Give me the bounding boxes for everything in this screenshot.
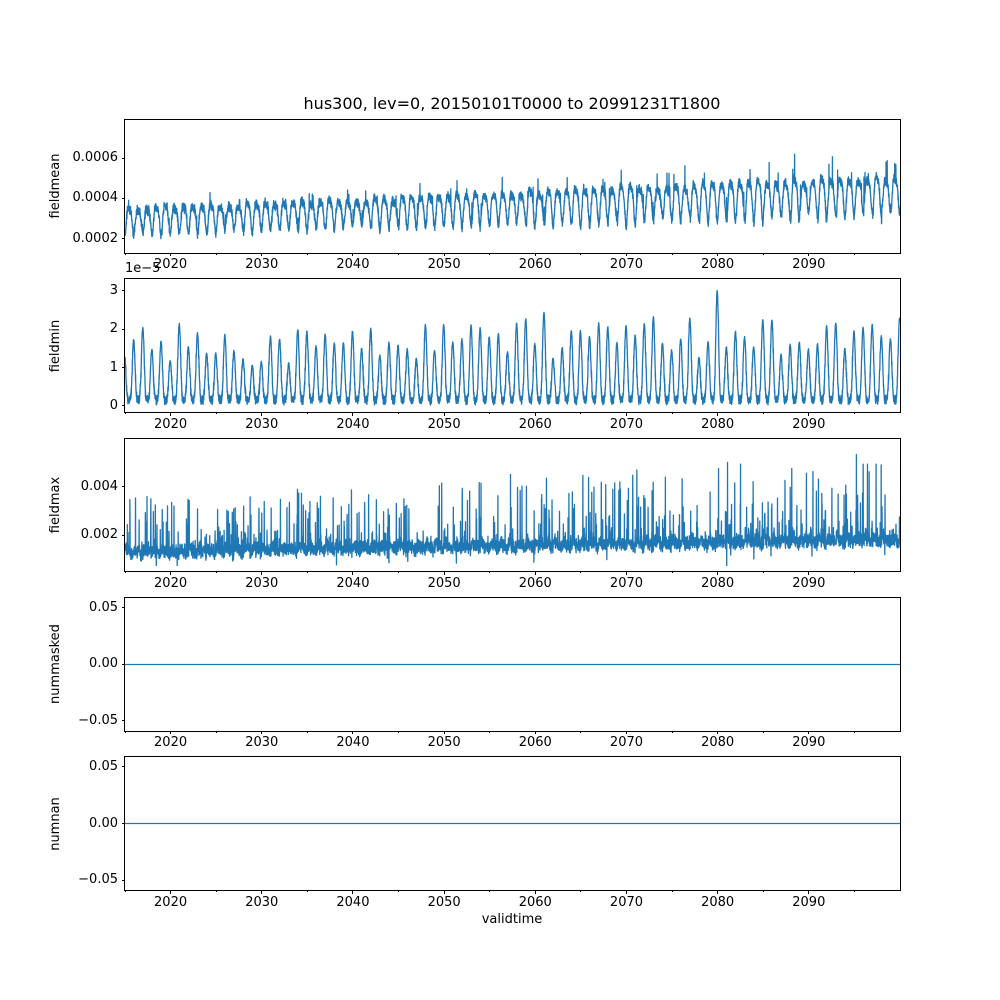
y-tick-label: 1 xyxy=(109,359,118,375)
x-tick-label: 2020 xyxy=(154,894,188,910)
y-tick-label: 0.05 xyxy=(89,758,118,774)
x-minor-tick xyxy=(763,890,764,892)
x-tick-label: 2020 xyxy=(154,575,188,591)
x-major-tick xyxy=(535,253,536,257)
y-tick-label: 3 xyxy=(109,282,118,298)
x-minor-tick xyxy=(489,253,490,255)
axes-frame-numnan xyxy=(124,756,901,891)
y-tick-label: 0.002 xyxy=(80,527,118,542)
x-major-tick xyxy=(808,253,809,257)
x-minor-tick xyxy=(216,571,217,573)
x-major-tick xyxy=(444,890,445,894)
x-minor-tick xyxy=(307,731,308,733)
line-plot-fieldmax xyxy=(125,439,900,572)
x-tick-label: 2020 xyxy=(154,735,188,751)
line-plot-fieldmean xyxy=(125,120,900,253)
x-major-tick xyxy=(808,412,809,416)
x-minor-tick xyxy=(489,890,490,892)
x-major-tick xyxy=(170,731,171,735)
x-minor-tick xyxy=(216,253,217,255)
x-tick-label: 2050 xyxy=(427,894,461,910)
x-major-tick xyxy=(626,253,627,257)
x-minor-tick xyxy=(125,571,126,573)
y-tick xyxy=(122,405,126,406)
x-major-tick xyxy=(808,731,809,735)
y-tick xyxy=(122,880,126,881)
x-minor-tick xyxy=(854,890,855,892)
x-tick-label: 2050 xyxy=(427,257,461,273)
x-minor-tick xyxy=(216,412,217,414)
x-tick-label: 2060 xyxy=(518,257,552,273)
x-major-tick xyxy=(717,571,718,575)
x-major-tick xyxy=(535,890,536,894)
y-tick xyxy=(122,766,126,767)
y-tick xyxy=(122,823,126,824)
x-minor-tick xyxy=(398,412,399,414)
x-major-tick xyxy=(444,731,445,735)
x-tick-label: 2080 xyxy=(701,257,735,273)
x-tick-label: 2050 xyxy=(427,416,461,432)
y-axis-label-nummasked: nummasked xyxy=(48,624,63,705)
axes-frame-fieldmean xyxy=(124,119,901,254)
x-minor-tick xyxy=(854,571,855,573)
x-minor-tick xyxy=(216,731,217,733)
x-tick-label: 2070 xyxy=(609,894,644,910)
y-axis-label-fieldmax: fieldmax xyxy=(48,476,63,534)
x-minor-tick xyxy=(763,731,764,733)
x-tick-label: 2020 xyxy=(154,416,188,432)
x-major-tick xyxy=(170,890,171,894)
y-tick xyxy=(122,535,126,536)
x-tick-label: 2050 xyxy=(427,575,461,591)
x-minor-tick xyxy=(580,412,581,414)
x-axis-label: validtime xyxy=(481,912,543,927)
x-major-tick xyxy=(352,253,353,257)
x-minor-tick xyxy=(398,731,399,733)
x-minor-tick xyxy=(672,412,673,414)
x-tick-label: 2080 xyxy=(701,575,735,591)
x-major-tick xyxy=(626,571,627,575)
x-minor-tick xyxy=(763,253,764,255)
y-tick-label: 0.0006 xyxy=(72,150,118,166)
y-tick-label: 0.0004 xyxy=(72,190,118,206)
x-major-tick xyxy=(352,731,353,735)
x-major-tick xyxy=(261,731,262,735)
x-minor-tick xyxy=(672,731,673,733)
x-minor-tick xyxy=(580,890,581,892)
x-tick-label: 2070 xyxy=(609,735,644,751)
y-tick-label: 0.004 xyxy=(80,478,118,494)
x-tick-label: 2080 xyxy=(701,416,735,432)
x-tick-label: 2040 xyxy=(336,735,370,751)
x-major-tick xyxy=(717,890,718,894)
line-plot-numnan xyxy=(125,757,900,890)
x-minor-tick xyxy=(672,890,673,892)
x-tick-label: 2090 xyxy=(792,257,826,273)
x-tick-label: 2040 xyxy=(336,894,370,910)
x-tick-label: 2060 xyxy=(518,735,552,751)
x-major-tick xyxy=(717,412,718,416)
x-minor-tick xyxy=(398,571,399,573)
y-tick-label: 0.05 xyxy=(89,599,118,615)
x-major-tick xyxy=(717,731,718,735)
x-minor-tick xyxy=(398,253,399,255)
x-minor-tick xyxy=(125,412,126,414)
x-minor-tick xyxy=(854,731,855,733)
y-axis-label-fieldmin: fieldmin xyxy=(48,319,63,372)
x-major-tick xyxy=(717,253,718,257)
x-tick-label: 2080 xyxy=(701,735,735,751)
x-tick-label: 2070 xyxy=(609,416,644,432)
y-tick xyxy=(122,486,126,487)
y-tick xyxy=(122,664,126,665)
x-minor-tick xyxy=(307,412,308,414)
x-tick-label: 2030 xyxy=(245,416,279,432)
x-major-tick xyxy=(170,412,171,416)
y-tick xyxy=(122,720,126,721)
x-minor-tick xyxy=(489,412,490,414)
x-major-tick xyxy=(535,731,536,735)
x-major-tick xyxy=(261,890,262,894)
x-major-tick xyxy=(626,890,627,894)
x-minor-tick xyxy=(763,571,764,573)
x-major-tick xyxy=(535,412,536,416)
x-tick-label: 2030 xyxy=(245,735,279,751)
y-tick xyxy=(122,329,126,330)
x-major-tick xyxy=(444,412,445,416)
x-tick-label: 2040 xyxy=(336,416,370,432)
x-major-tick xyxy=(444,253,445,257)
x-minor-tick xyxy=(307,571,308,573)
x-tick-label: 2070 xyxy=(609,257,644,273)
x-major-tick xyxy=(444,571,445,575)
x-tick-label: 2030 xyxy=(245,894,279,910)
axes-frame-fieldmax xyxy=(124,438,901,573)
y-tick-label: 2 xyxy=(109,321,118,337)
x-major-tick xyxy=(352,890,353,894)
y-tick-label: −0.05 xyxy=(78,872,118,888)
x-minor-tick xyxy=(216,890,217,892)
y-axis-label-fieldmean: fieldmean xyxy=(48,153,63,219)
line-plot-fieldmin xyxy=(125,279,900,412)
x-tick-label: 2090 xyxy=(792,416,826,432)
y-tick xyxy=(122,238,126,239)
x-minor-tick xyxy=(854,412,855,414)
x-major-tick xyxy=(626,731,627,735)
y-tick-label: 0.00 xyxy=(89,815,118,831)
y-tick-label: 0.00 xyxy=(89,656,118,672)
x-minor-tick xyxy=(580,253,581,255)
x-major-tick xyxy=(808,890,809,894)
x-tick-label: 2090 xyxy=(792,575,826,591)
y-tick xyxy=(122,158,126,159)
axes-frame-nummasked xyxy=(124,597,901,732)
y-axis-label-numnan: numnan xyxy=(48,796,63,851)
x-minor-tick xyxy=(672,571,673,573)
x-major-tick xyxy=(626,412,627,416)
x-tick-label: 2050 xyxy=(427,735,461,751)
x-tick-label: 2060 xyxy=(518,894,552,910)
x-tick-label: 2030 xyxy=(245,575,279,591)
x-minor-tick xyxy=(580,571,581,573)
x-minor-tick xyxy=(854,253,855,255)
x-tick-label: 2020 xyxy=(154,257,188,273)
x-tick-label: 2090 xyxy=(792,735,826,751)
x-major-tick xyxy=(352,571,353,575)
x-tick-label: 2040 xyxy=(336,575,370,591)
y-tick-label: 0 xyxy=(109,397,118,413)
x-major-tick xyxy=(261,253,262,257)
x-major-tick xyxy=(808,571,809,575)
y-tick xyxy=(122,607,126,608)
x-minor-tick xyxy=(125,731,126,733)
x-major-tick xyxy=(170,571,171,575)
x-tick-label: 2070 xyxy=(609,575,644,591)
x-minor-tick xyxy=(125,253,126,255)
x-minor-tick xyxy=(307,253,308,255)
x-minor-tick xyxy=(672,253,673,255)
y-tick xyxy=(122,290,126,291)
x-tick-label: 2080 xyxy=(701,894,735,910)
x-minor-tick xyxy=(307,890,308,892)
x-minor-tick xyxy=(489,731,490,733)
x-minor-tick xyxy=(489,571,490,573)
x-major-tick xyxy=(261,571,262,575)
y-tick-label: −0.05 xyxy=(78,712,118,728)
x-minor-tick xyxy=(398,890,399,892)
x-tick-label: 2060 xyxy=(518,416,552,432)
y-offset-text: 1e−5 xyxy=(125,261,161,277)
y-tick xyxy=(122,198,126,199)
line-plot-nummasked xyxy=(125,598,900,731)
y-tick xyxy=(122,367,126,368)
x-tick-label: 2030 xyxy=(245,257,279,273)
x-tick-label: 2060 xyxy=(518,575,552,591)
x-minor-tick xyxy=(763,412,764,414)
axes-frame-fieldmin xyxy=(124,278,901,413)
chart-title: hus300, lev=0, 20150101T0000 to 20991231T1800 xyxy=(303,94,721,113)
x-minor-tick xyxy=(580,731,581,733)
x-tick-label: 2090 xyxy=(792,894,826,910)
x-tick-label: 2040 xyxy=(336,257,370,273)
x-major-tick xyxy=(535,571,536,575)
x-major-tick xyxy=(170,253,171,257)
y-tick-label: 0.0002 xyxy=(72,230,118,246)
x-major-tick xyxy=(352,412,353,416)
x-minor-tick xyxy=(125,890,126,892)
x-major-tick xyxy=(261,412,262,416)
